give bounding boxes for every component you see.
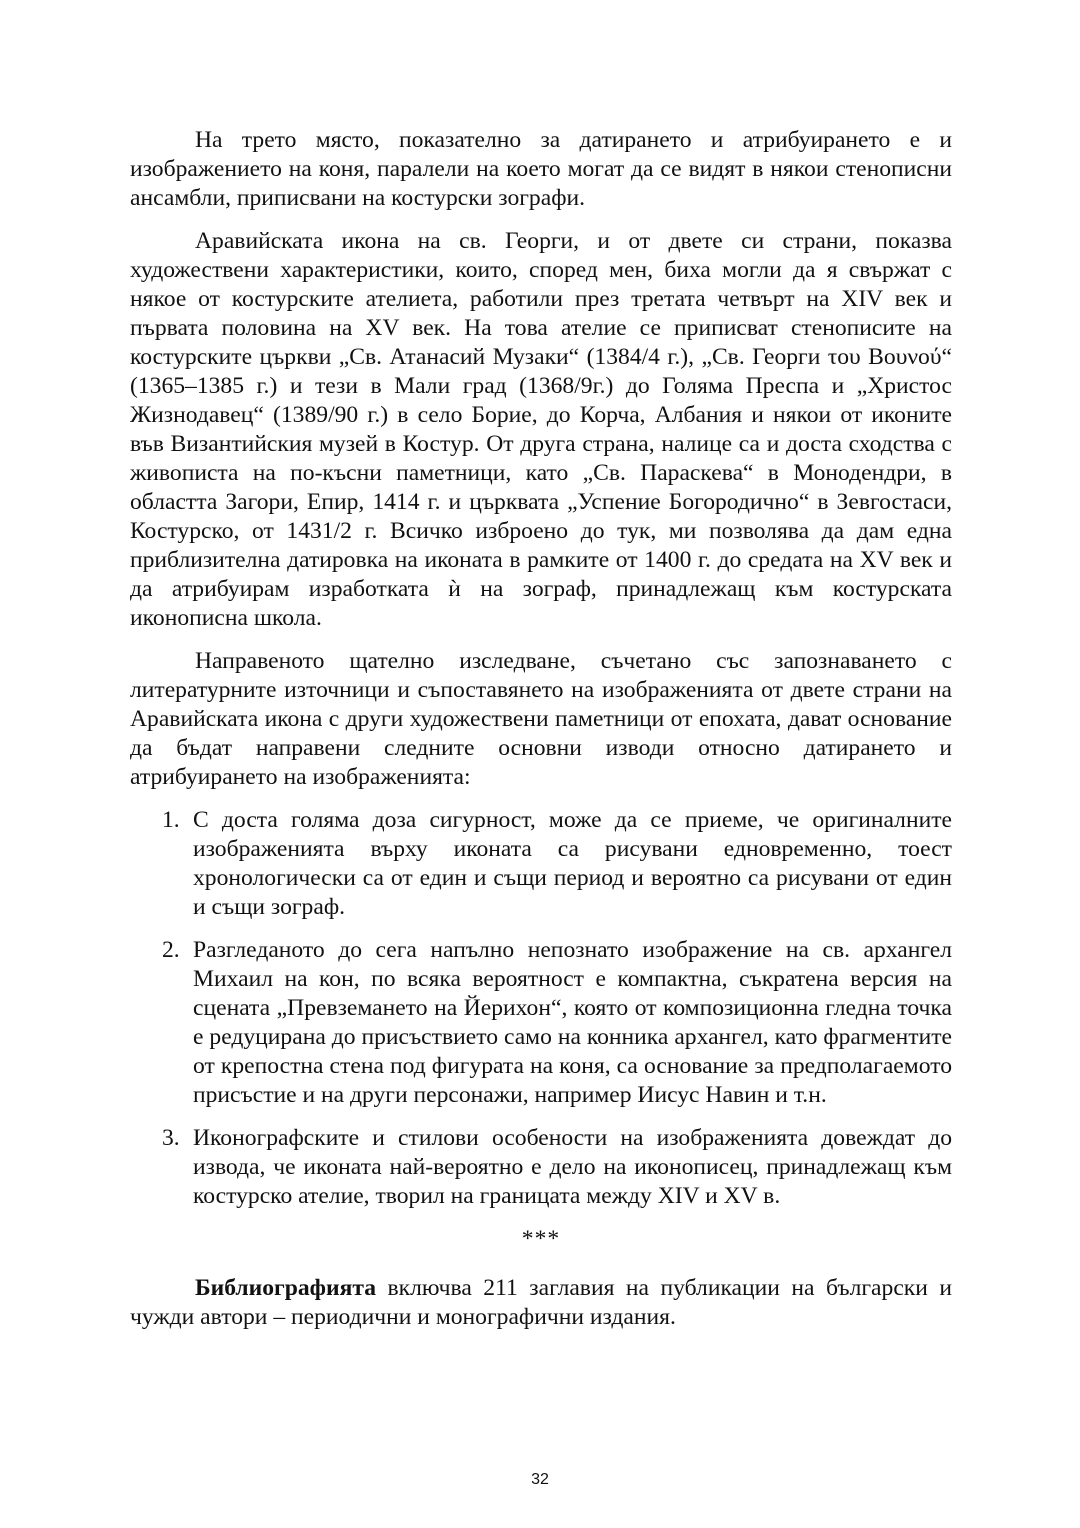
page-number: 32: [531, 1471, 549, 1488]
list-item: [130, 1124, 952, 1211]
paragraph-horse-depiction: На трето място, показателно за датирането и атрибуирането е и изображението на коня, паралели на което могат да се видят в някои стенописни ансамбли, приписвани на костурски зографи.: [130, 127, 952, 211]
bibliography-bold-lead: Библиографията: [195, 1275, 377, 1301]
list-item: [130, 936, 952, 1110]
list-item-number: 1.: [162, 807, 180, 833]
list-item-text: С доста голяма доза сигурност, може да се приеме, че оригиналните изображенията върху иконата са рисувани едновременно, тоест хронологически са от един и същи период и вероятно са рисувани от един и същи зограф.: [193, 807, 952, 920]
bibliography-paragraph: [130, 1274, 952, 1332]
list-item-text: Разгледаното до сега напълно непознато изображение на св. архангел Михаил на кон, по всяка вероятност е компактна, съкратена версия на сцената „Превземането на Йерихон“, която от композиционна гледна точка е редуцирана до присъствието само на конника архангел, като фрагментите от крепостна стена под фигурата на коня, са основание за предполагаемото присъстие и на други персонажи, например Иисус Навин и т.н.: [193, 937, 952, 1108]
list-item-number: 2.: [162, 937, 180, 963]
list-item-number: 3.: [162, 1125, 180, 1151]
document-page: [130, 126, 952, 1346]
section-separator: ***: [521, 1226, 561, 1252]
paragraph-research-summary: Направеното щателно изследване, съчетано със запознаването с литературните източници и съпоставянето на изображенията от двете страни на Аравийската икона с други художествени паметници от епохата, дават основание да бъдат направени следните основни изводи относно датирането и атрибуирането на изображенията:: [130, 648, 952, 790]
conclusions-list: [130, 806, 952, 1211]
list-item: [130, 806, 952, 922]
list-item-text: Иконографските и стилови особености на изображенията довеждат до извода, че иконата най-вероятно е дело на иконописец, принадлежащ към костурско ателие, творил на границата между XIV и XV в.: [193, 1125, 952, 1209]
bibliography-text: включва 211 заглавия на публикации на български и чужди автори – периодични и монографични издания.: [130, 1275, 952, 1330]
paragraph-artistic-characteristics: Аравийската икона на св. Георги, и от двете си страни, показва художествени характеристики, които, според мен, биха могли да я свържат с някое от костурските ателиета, работили през третата четвърт на XIV век и първата половина на XV век. На това ателие се приписват стенописите на костурските църкви „Св. Атанасий Музаки“ (1384/4 г.), „Св. Георги του Βουνού“ (1365–1385 г.) и тези в Мали град (1368/9г.) до Голяма Преспа и „Христос Жизнодавец“ (1389/90 г.) в село Борие, до Корча, Албания и някои от иконите във Византийския музей в Костур. От друга страна, налице са и доста сходства с живописта на по-късни паметници, като „Св. Параскева“ в Монодендри, в областта Загори, Епир, 1414 г. и църквата „Успение Богородично“ в Зевгостаси, Костурско, от 1431/2 г. Всичко изброено до тук, ми позволява да дам една приблизителна датировка на иконата в рамките от 1400 г. до средата на XV век и да атрибуирам изработката ѝ на зограф, принадлежащ към костурската иконописна школа.: [130, 228, 952, 631]
